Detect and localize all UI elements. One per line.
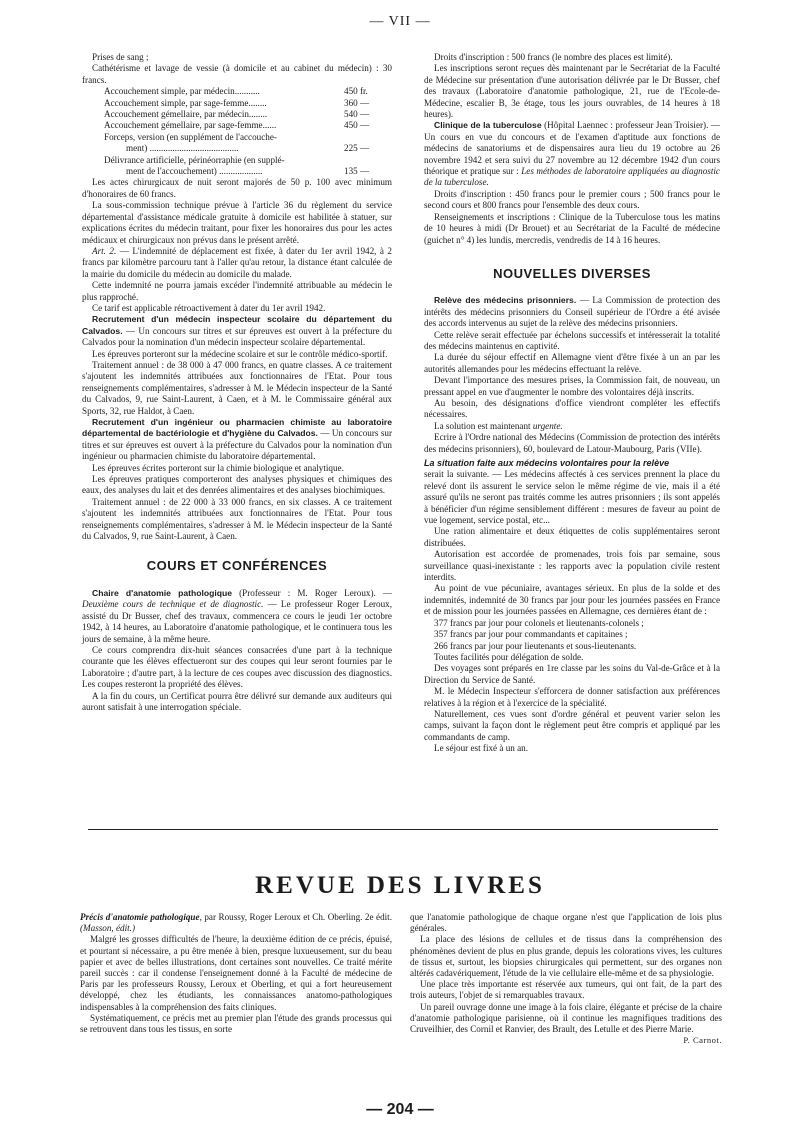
page-header-roman: — VII — [369, 14, 431, 29]
paragraph: Ecrire à l'Ordre national des Médecins (Commission de protection des intérêts des médecins prisonniers), 60, boulevard de Latour-Maubourg, Paris (VIIe). [424, 432, 720, 454]
paragraph: La durée du séjour effectif en Allemagne vient d'être fixée à un an par les autorités allemandes pour les médecins effectuant la relève. [424, 352, 720, 374]
paragraph: Recrutement d'un ingénieur ou pharmacien chimiste au laboratoire départemental de bactériologie et d'hygiène du Calvados. — Un concours sur titres et sur épreuves est ouvert à la préfecture du Calvados pour la nomination d'un ingénieur ou pharmacien chimiste du laboratoire départemental. [82, 417, 392, 462]
paragraph: Renseignements et inscriptions : Clinique de la Tuberculose tous les matins de 10 heures à midi (Dr Brouet) et au Secrétariat de la Faculté de médecine (guichet n° 4) les lundis, mercredis, vendredis de 14 à 16 heures. [424, 211, 720, 245]
rubric-heading: Relève des médecins prisonniers. [434, 295, 577, 306]
paragraph: Traitement annuel : de 38 000 à 47 000 francs, en quatre classes. A ce traitement s'ajoutent les indemnités attribuées aux fonctionnaires de l'Etat. Pour tous renseignements complémentaires, s'adresser à M. le Médecin inspecteur de la Santé du Calvados, 9, rue Saint-Laurent, à Caen, et à M. le Commissaire général aux Sports, 32, rue Haldot, à Caen. [82, 359, 392, 416]
paragraph: Au point de vue pécuniaire, avantages sérieux. En plus de la solde et des indemnités, indemnité de 30 francs par jour pour les journées passées en France et de mission pour les journées passées en Allemagne, ces dernières étant de : [424, 583, 720, 617]
right-column [424, 52, 720, 755]
list-item: 266 francs par jour pour lieutenants et sous-lieutenants. [434, 640, 637, 651]
paragraph: Malgré les grosses difficultés de l'heure, la deuxième édition de ce précis, épuisé, et pourtant si nécessaire, a pu être menée à bien, presque luxueusement, sur du beau papier et avec de belles illustrations, dont certaines sont nouvelles. Ce traité mérite pareil succès : car il condense l'enseignement donné à la Faculté de médecine de Paris par les professeurs Roussy, Leroux et Oberling, et qui a fort heureusement développé, chez les étudiants, les connaissances anatomo-pathologiques indispensables à la compréhension des faits cliniques. [80, 934, 392, 1012]
fee-row: Délivrance artificielle, périnéorraphie (en supplé- [104, 154, 285, 165]
paragraph: Les inscriptions seront reçues dès maintenant par le Secrétariat de la Faculté de Médecine sur présentation d'une autorisation délivrée par le Dr Busser, chef des travaux (Laboratoire d'anatomie pathologique, 21, rue de l'Ecole-de-Médecine, escalier B, 3e étage, tous les jours ouvrables, de 14 heures à 18 heures). [424, 63, 720, 120]
paragraph: Recrutement d'un médecin inspecteur scolaire du département du Calvados. — Un concours sur titres et sur épreuves est ouvert à la préfecture du Calvados pour la nomination d'un médecin inspecteur scolaire départemental. [82, 314, 392, 348]
paragraph: Clinique de la tuberculose (Hôpital Laennec : professeur Jean Troisier). — Un cours en vue du concours et de l'examen d'aptitude aux fonctions de médecins de sanatoriums et de dispensaires aura lieu du 19 octobre au 26 novembre 1942 et sera suivi du 27 novembre au 12 décembre 1942 d'un cours théorique et pratique sur : Les méthodes de laboratoire appliquées au diagnostic de la tuberculose. [424, 120, 720, 188]
paragraph: Une place très importante est réservée aux tumeurs, qui ont fait, de la part des trois auteurs, l'objet de si remarquables travaux. [410, 979, 722, 1001]
section-heading-nouvelles: NOUVELLES DIVERSES [493, 265, 651, 281]
left-column [82, 52, 392, 713]
paragraph: Devant l'importance des mesures prises, la Commission fait, de nouveau, un pressant appel en vue d'augmenter le nombre des volontaires déjà inscrits. [424, 375, 720, 397]
rubric-heading-italic: La situation faite aux médecins volontaires pour la relève [424, 458, 670, 468]
paragraph: Des voyages sont préparés en 1re classe par les soins du Val-de-Grâce et à la Direction du Service de Santé. [424, 663, 720, 685]
fee-row: Accouchement simple, par sage-femme........ 360 — [104, 97, 370, 108]
paragraph: Toutes facilités pour délégation de solde. [434, 651, 584, 662]
review-left-column [80, 912, 392, 1035]
fee-row: ment de l'accouchement) ................... 135 — [126, 166, 370, 177]
list-item: 377 francs par jour pour colonels et lieutenants-colonels ; [434, 617, 644, 628]
paragraph: Prises de sang ; [92, 52, 149, 62]
paragraph: Cette relève serait effectuée par échelons successifs et intéresserait la totalité des médecins maintenus en captivité. [424, 329, 720, 351]
paragraph: Art. 2. — L'indemnité de déplacement est fixée, à dater du 1er avril 1942, à 2 francs par kilomètre parcouru tant à l'aller qu'au retour, la distance étant calculée de la mairie du domicile du médecin au domicile du malade. [82, 245, 392, 279]
paragraph: Chaire d'anatomie pathologique (Professeur : M. Roger Leroux). — Deuxième cours de technique et de diagnostic. — Le professeur Roger Leroux, assisté du Dr Busser, chef des travaux, commencera ce cours le jeudi 1er octobre 1942, à 14 heures, au Laboratoire d'anatomie pathologique, et le continuera tous les jours de semaine, à la même heure. [82, 587, 393, 644]
paragraph: Les épreuves porteront sur la médecine scolaire et sur le contrôle médico-sportif. [92, 348, 388, 359]
paragraph: Ce tarif est applicable rétroactivement à dater du 1er avril 1942. [92, 302, 326, 313]
paragraph: La sous-commission technique prévue à l'article 36 du règlement du service départemental d'assistance médicale gratuite à domicile est habilitée à statuer, sur explications écrites du médecin traitant, pour fixer les honoraires dus pour les actes médicaux et chirurgicaux non prévus dans le présent arrêté. [82, 200, 392, 245]
paragraph: Un pareil ouvrage donne une image à la fois claire, élégante et précise de la chaire d'anatomie pathologique parisienne, où il continue les magnifiques traditions des Cruveilhier, des Cornil et Ranvier, des Brault, des Letulle et des Pierre Marie. [410, 1001, 722, 1035]
paragraph: Au besoin, des désignations d'office viendront compléter les effectifs nécessaires. [424, 397, 720, 420]
section-heading-cours: COURS ET CONFÉRENCES [146, 558, 328, 574]
section-divider [88, 829, 718, 830]
fee-row: Forceps, version (en supplément de l'accouche- [104, 131, 277, 142]
list-item: 357 francs par jour pour commandants et capitaines ; [434, 629, 628, 640]
fee-row: Accouchement gémellaire, par sage-femme...... 450 — [104, 120, 370, 131]
paragraph: Relève des médecins prisonniers. — La Commission de protection des intérêts des médecins prisonniers du Conseil supérieur de l'Ordre a été avisée des accords intervenus au sujet de la relève des médecins prisonniers. [424, 295, 721, 329]
paragraph: Cathétérisme et lavage de vessie (à domicile et au cabinet du médecin) : 30 francs. [82, 63, 392, 85]
rubric-heading: Recrutement d'un ingénieur ou pharmacien chimiste au laboratoire départemental de bactériologie et d'hygiène du Calvados. [82, 417, 392, 439]
paragraph: M. le Médecin Inspecteur s'efforcera de donner satisfaction aux préférences relatives à la région et à l'exercice de la spécialité. [424, 686, 720, 708]
paragraph: que l'anatomie pathologique de chaque organe n'est que l'application de lois plus générales. [410, 912, 722, 934]
paragraph: serait la suivante. — Les médecins affectés à ces services prennent la place du relevé dont ils assurent le service selon le même régime de vie, mais il a été assuré qu'ils ne seront pas traités comme les autres prisonniers ; ils sont appelés à bénéficier d'un régime sensiblement différent : mesures de faveur au point de vue logement, service postal, etc... [424, 469, 720, 526]
page-number: — 204 — [366, 1101, 434, 1118]
revue-title: REVUE DES LIVRES [255, 872, 545, 899]
rubric-heading: Chaire d'anatomie pathologique [92, 587, 233, 598]
paragraph: La place des lésions de cellules et de tissus dans la compréhension des phénomènes devient de plus en plus grande, depuis les colorations vives, les cultures de tissus et, surtout, les biopsies chirurgicales qui permettent, sur des organes non altérés cadavériquement, l'étude de la vie cellulaire elle-même et de sa physiologie. [410, 934, 722, 979]
paragraph: Autorisation est accordée de promenades, trois fois par semaine, sous surveillance quasi-inexistante : les rapports avec la population civile restent interdits. [424, 549, 720, 583]
fee-row: Accouchement simple, par médecin........... 450 fr. [104, 86, 368, 97]
fee-row: ment) ....................................... 225 — [126, 143, 370, 154]
paragraph: Les actes chirurgicaux de nuit seront majorés de 50 p. 100 avec minimum d'honoraires de 60 francs. [82, 177, 392, 199]
review-right-column [410, 912, 722, 1046]
rubric-heading: Recrutement d'un médecin inspecteur scolaire du département du Calvados. [82, 314, 392, 336]
paragraph: Traitement annuel : de 22 000 à 33 000 francs, en six classes. A ce traitement s'ajoutent les indemnités attribuées aux fonctionnaires de l'Etat. Pour tous renseignements complémentaires, s'adresser à M. le Médecin inspecteur de la Santé du Calvados, 9, rue Saint-Laurent, à Caen. [82, 496, 392, 542]
paragraph: Le séjour est fixé à un an. [434, 743, 529, 754]
book-citation: Précis d'anatomie pathologique, par Roussy, Roger Leroux et Ch. Oberling. 2e édit. (Masson, édit.) [80, 912, 392, 934]
paragraph: La solution est maintenant urgente. [434, 420, 563, 431]
fee-row: Accouchement gémellaire, par médecin........ 540 — [104, 109, 370, 120]
rubric-heading: Clinique de la tuberculose [434, 120, 542, 131]
paragraph: Les épreuves écrites porteront sur la chimie biologique et analytique. [92, 462, 344, 473]
paragraph: Les épreuves pratiques comporteront des analyses physiques et chimiques des eaux, des analyses du lait et des denrées alimentaires et des analyses biochimiques. [82, 474, 392, 496]
paragraph: Cette indemnité ne pourra jamais excéder l'indemnité attribuable au médecin le plus rapproché. [82, 280, 392, 302]
paragraph: Une ration alimentaire et deux étiquettes de colis supplémentaires seront distribuées. [424, 526, 720, 548]
paragraph: Ce cours comprendra dix-huit séances consacrées d'une part à la technique courante que les élèves effectueront sur des coupes qui leur seront fournies par le Laboratoire ; d'autre part, à la lecture de ces coupes avec discussion des diagnostics. Les coupes resteront la propriété des élèves. [82, 644, 392, 690]
paragraph: A la fin du cours, un Certificat pourra être délivré sur demande aux auditeurs qui auront satisfait à une interrogation spéciale. [82, 690, 392, 712]
paragraph: Droits d'inscription : 500 francs (le nombre des places est limité). [434, 52, 673, 62]
paragraph: Systématiquement, ce précis met au premier plan l'étude des grands processus qui se retrouvent dans tous les tissus, en sorte [80, 1012, 392, 1035]
paragraph: Naturellement, ces vues sont d'ordre général et peuvent varier selon les camps, suivant la façon dont le règlement peut être compris et appliqué par les commandants de camp. [424, 708, 720, 742]
paragraph: Droits d'inscription : 450 francs pour le premier cours ; 500 francs pour le second cours et 800 francs pour l'ensemble des deux cours. [424, 188, 720, 211]
reviewer-signature: P. Carnot. [683, 1035, 722, 1046]
